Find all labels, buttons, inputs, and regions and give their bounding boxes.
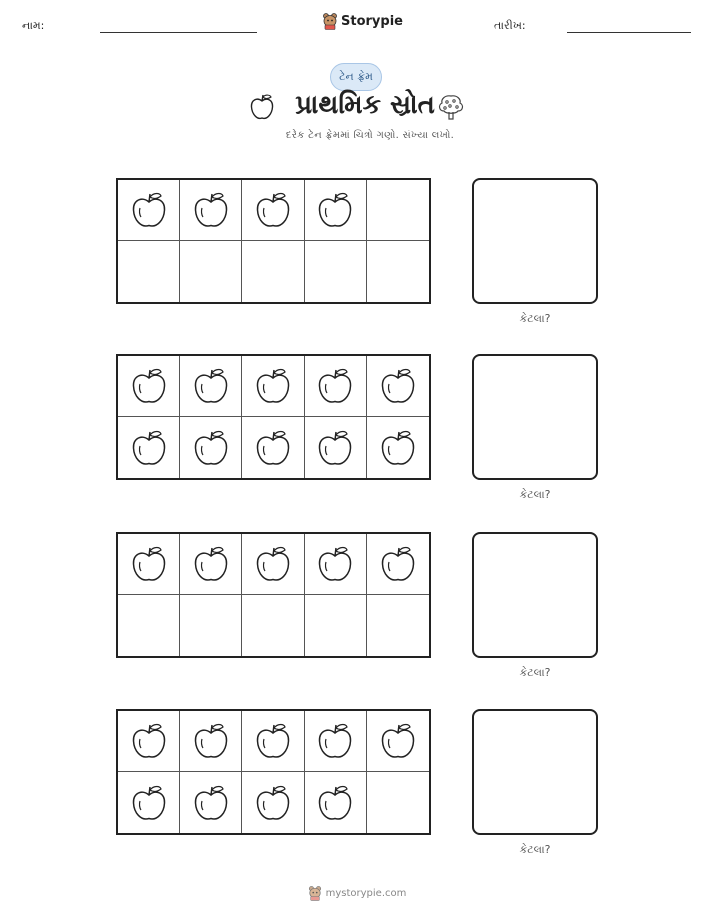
- ten-frame-cell: [242, 417, 304, 478]
- apple-icon: [248, 92, 276, 122]
- apple-icon: [129, 365, 169, 407]
- ten-frame-cell: [180, 534, 242, 595]
- footer: [0, 885, 714, 901]
- apple-icon: [315, 543, 355, 585]
- ten-frame-cell: [118, 417, 180, 478]
- apple-icon: [378, 427, 418, 469]
- ten-frame-cell: [118, 711, 180, 772]
- date-field[interactable]: [567, 32, 691, 33]
- ten-frame-3: [116, 532, 431, 658]
- apple-icon: [253, 189, 293, 231]
- ten-frame-cell: [367, 595, 429, 656]
- ten-frame-cell: [367, 772, 429, 833]
- ten-frame-cell: [180, 711, 242, 772]
- name-field[interactable]: [100, 32, 257, 33]
- ten-frame-cell: [305, 534, 367, 595]
- apple-icon: [315, 782, 355, 824]
- answer-box-4[interactable]: [472, 709, 598, 835]
- apple-icon: [191, 782, 231, 824]
- apple-icon: [191, 427, 231, 469]
- answer-box-2[interactable]: [472, 354, 598, 480]
- apple-icon: [378, 543, 418, 585]
- ten-frame-cell: [118, 772, 180, 833]
- apple-icon: [378, 720, 418, 762]
- how-many-label-4: કેટલા?: [519, 843, 551, 856]
- apple-icon: [378, 365, 418, 407]
- ten-frame-cell: [118, 356, 180, 417]
- name-label: નામ:: [22, 19, 45, 32]
- how-many-label-2: કેટલા?: [519, 488, 551, 501]
- ten-frame-cell: [242, 595, 304, 656]
- tree-icon: [436, 92, 466, 122]
- apple-icon: [191, 189, 231, 231]
- apple-icon: [315, 427, 355, 469]
- apple-icon: [253, 543, 293, 585]
- ten-frame-cell: [367, 534, 429, 595]
- how-many-label-3: કેટલા?: [519, 666, 551, 679]
- ten-frame-cell: [305, 180, 367, 241]
- ten-frame-cell: [242, 180, 304, 241]
- apple-icon: [129, 189, 169, 231]
- answer-box-3[interactable]: [472, 532, 598, 658]
- ten-frame-cell: [118, 180, 180, 241]
- date-label: તારીખ:: [494, 19, 526, 32]
- apple-icon: [129, 720, 169, 762]
- apple-icon: [253, 782, 293, 824]
- ten-frame-cell: [118, 241, 180, 302]
- ten-frame-cell: [242, 534, 304, 595]
- brand-name: Storypie: [341, 13, 403, 29]
- ten-frame-cell: [367, 241, 429, 302]
- ten-frame-2: [116, 354, 431, 480]
- apple-icon: [315, 365, 355, 407]
- answer-box-1[interactable]: [472, 178, 598, 304]
- storypie-mascot-icon: [322, 12, 338, 30]
- ten-frame-cell: [367, 356, 429, 417]
- apple-icon: [315, 189, 355, 231]
- ten-frame-cell: [305, 417, 367, 478]
- ten-frame-cell: [242, 711, 304, 772]
- ten-frame-cell: [242, 241, 304, 302]
- ten-frame-cell: [367, 180, 429, 241]
- ten-frame-cell: [305, 711, 367, 772]
- ten-frame-cell: [305, 772, 367, 833]
- ten-frame-cell: [180, 417, 242, 478]
- apple-icon: [253, 427, 293, 469]
- apple-icon: [191, 543, 231, 585]
- instructions: દરેક ટેન ફ્રેમમાં ચિત્રો ગણો. સંખ્યા લખો.: [285, 130, 455, 141]
- ten-frame-cell: [118, 595, 180, 656]
- ten-frame-cell: [367, 417, 429, 478]
- apple-icon: [253, 365, 293, 407]
- apple-icon: [129, 543, 169, 585]
- ten-frame-cell: [367, 711, 429, 772]
- ten-frame-cell: [242, 356, 304, 417]
- apple-icon: [129, 427, 169, 469]
- storypie-mascot-icon: [308, 885, 322, 901]
- apple-icon: [315, 720, 355, 762]
- ten-frame-cell: [242, 772, 304, 833]
- ten-frame-cell: [305, 595, 367, 656]
- ten-frame-cell: [305, 241, 367, 302]
- ten-frame-4: [116, 709, 431, 835]
- topic-badge: ટેન ફ્રેમ: [330, 63, 382, 91]
- how-many-label-1: કેટલા?: [519, 312, 551, 325]
- ten-frame-cell: [118, 534, 180, 595]
- ten-frame-cell: [180, 356, 242, 417]
- apple-icon: [191, 720, 231, 762]
- footer-site: mystorypie.com: [325, 887, 407, 899]
- apple-icon: [191, 365, 231, 407]
- brand-logo: [322, 12, 403, 30]
- page-title: પ્રાથમિક સ્રોત: [295, 90, 435, 120]
- ten-frame-cell: [180, 772, 242, 833]
- ten-frame-cell: [180, 241, 242, 302]
- ten-frame-1: [116, 178, 431, 304]
- ten-frame-cell: [305, 356, 367, 417]
- ten-frame-cell: [180, 180, 242, 241]
- apple-icon: [129, 782, 169, 824]
- apple-icon: [253, 720, 293, 762]
- ten-frame-cell: [180, 595, 242, 656]
